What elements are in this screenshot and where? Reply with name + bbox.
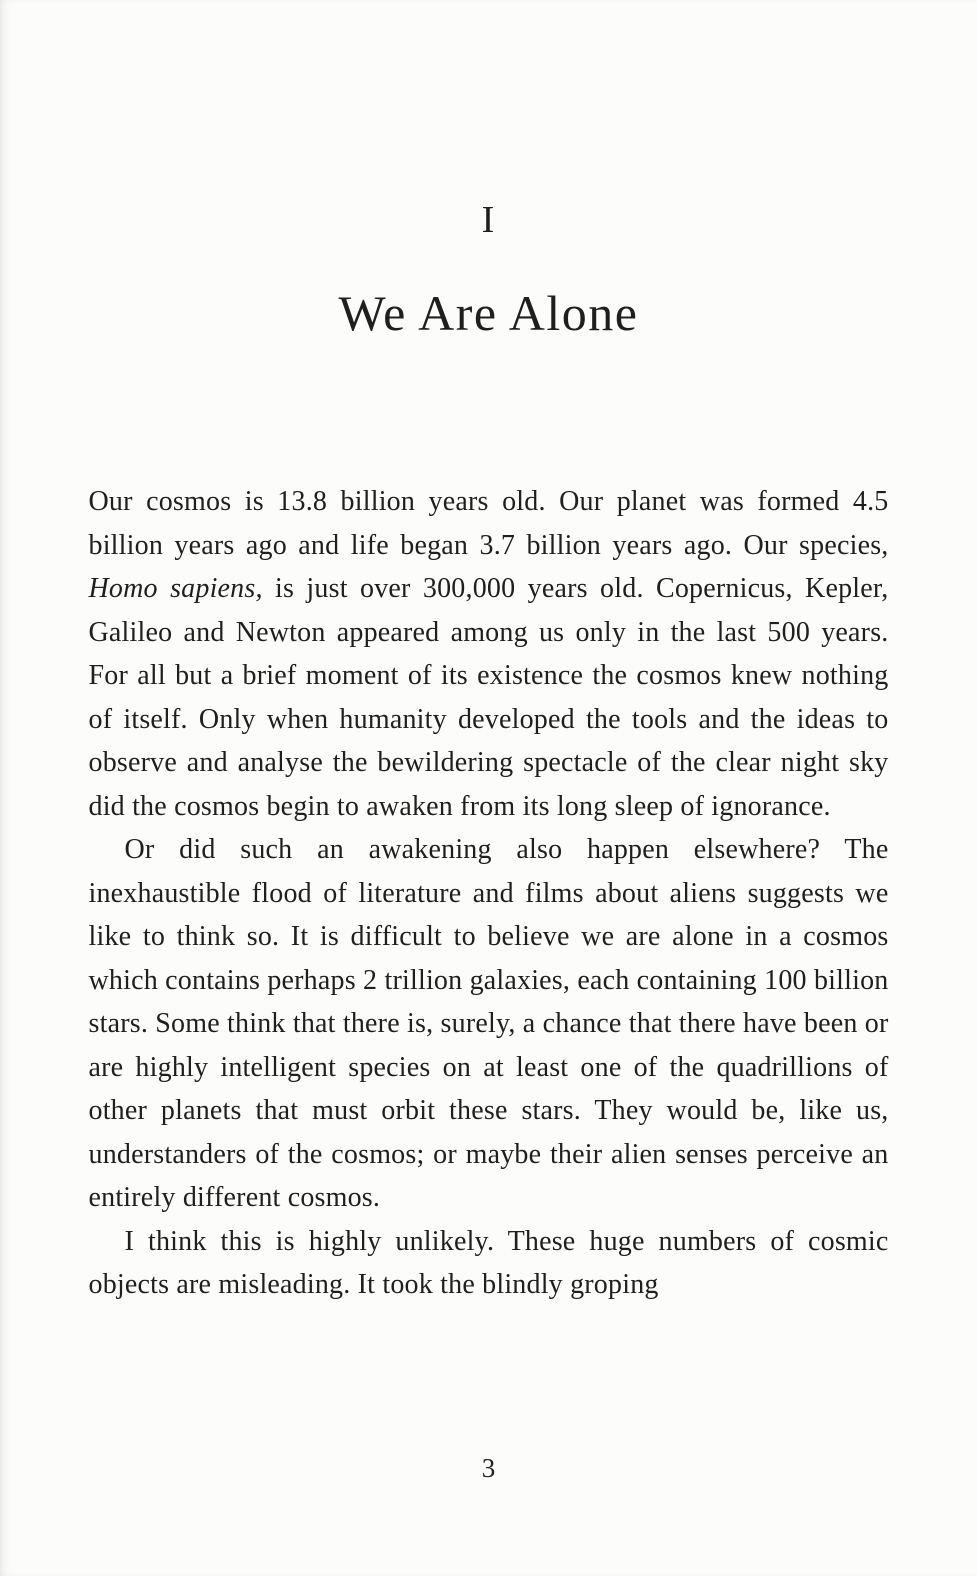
page-number: 3 [481,1453,496,1483]
chapter-title: We Are Alone [338,285,639,341]
italic-text-segment: Homo sapiens, [88,573,263,604]
paragraph [89,480,889,828]
body-text [89,480,889,1307]
paragraph [89,1220,889,1307]
paragraph [89,828,889,1220]
text-segment: I think this is highly unlikely. These huge numbers of cosmic objects are misleading. It took the blindly groping [88,1225,889,1300]
text-segment: Or did such an awakening also happen elsewhere? The inexhaustible flood of literature and films about aliens suggests we like to think so. It is difficult to believe we are alone in a cosmos which contains perhaps 2 trillion galaxies, each containing 100 billion stars. Some think that there is, surely, a chance that there have been or are highly intelligent species on at least one of the quadrillions of other planets that must orbit these stars. They would be, like us, understanders of the cosmos; or maybe their alien senses perceive an entirely different cosmos. [88,834,889,1213]
chapter-number: I [481,199,496,241]
text-segment: is just over 300,000 years old. Copernicus, Kepler, Galileo and Newton appeared among us only in the last 500 years. For all but a brief moment of its existence the cosmos knew nothing of itself. Only when humanity developed the tools and the ideas to observe and analyse the bewildering spectacle of the clear night sky did the cosmos begin to awaken from its long sleep of ignorance. [88,573,889,822]
text-segment: Our cosmos is 13.8 billion years old. Our planet was formed 4.5 billion years ago and life began 3.7 billion years ago. Our species, [88,486,889,561]
